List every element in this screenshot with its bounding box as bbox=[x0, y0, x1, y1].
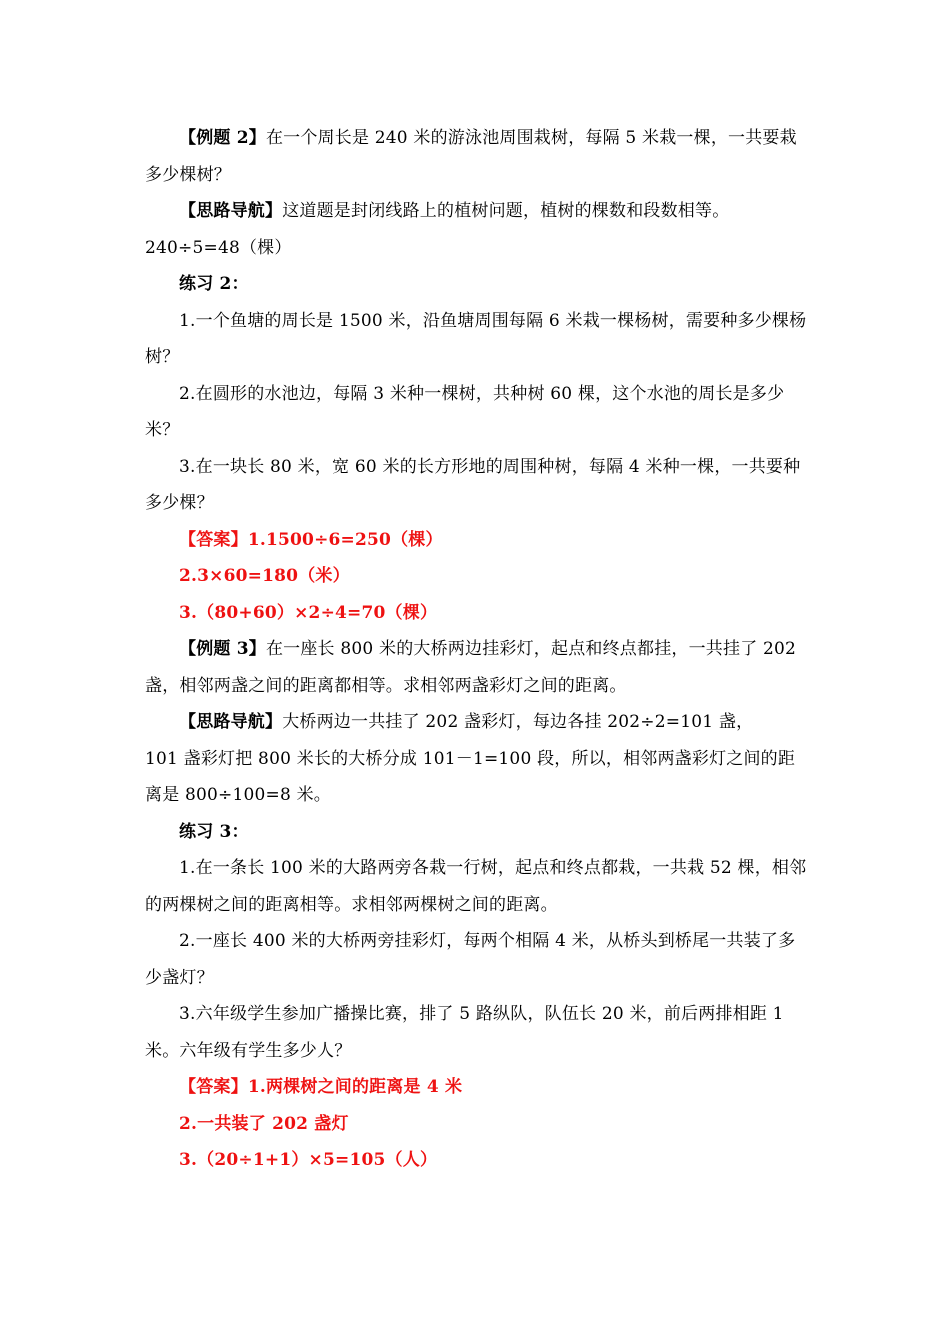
example-2-label: 【例题 2】 bbox=[179, 128, 266, 148]
example-3 bbox=[145, 631, 810, 704]
answer-3-item-3: 3.（20÷1+1）×5=105（人） bbox=[179, 1150, 438, 1170]
hint-2-label: 【思路导航】 bbox=[179, 201, 283, 221]
answer-3-item-2: 2.一共装了 202 盏灯 bbox=[179, 1113, 349, 1134]
answer-2-label: 【答案】 bbox=[179, 529, 248, 550]
hint-3-label: 【思路导航】 bbox=[179, 712, 283, 732]
practice-2-question-3: 3.在一块长 80 米，宽 60 米的长方形地的周围种树，每隔 4 米种一棵，一共要种多少棵？ bbox=[145, 456, 801, 513]
answer-3-item-1: 1.两棵树之间的距离是 4 米 bbox=[247, 1077, 463, 1097]
practice-3-question-1: 1.在一条长 100 米的大路两旁各栽一行树，起点和终点都栽，一共栽 52 棵，相邻的两棵树之间的距离相等。求相邻两棵树之间的距离。 bbox=[145, 858, 807, 915]
hint-3-text: 大桥两边一共挂了 202 盏彩灯，每边各挂 202÷2=101 盏， bbox=[282, 712, 754, 732]
practice-2-question-2: 2.在圆形的水池边，每隔 3 米种一棵树，共种树 60 棵，这个水池的周长是多少米？ bbox=[145, 383, 785, 440]
example-3-label: 【例题 3】 bbox=[179, 639, 266, 659]
hint-2-formula: 240÷5=48（棵） bbox=[145, 237, 292, 258]
hint-2 bbox=[145, 193, 810, 230]
answer-2-item-3: 3.（80+60）×2÷4=70（棵） bbox=[179, 602, 438, 623]
hint-3 bbox=[145, 704, 810, 741]
practice-2-title: 练习 2： bbox=[179, 274, 249, 294]
practice-3-question-3: 3.六年级学生参加广播操比赛，排了 5 路纵队，队伍长 20 米，前后两排相距 1 米。六年级有学生多少人？ bbox=[145, 1004, 784, 1061]
document-body bbox=[145, 120, 810, 1179]
example-3-text: 在一座长 800 米的大桥两边挂彩灯，起点和终点都挂，一共挂了 202 盏，相邻两盏之间的距离都相等。求相邻两盏彩灯之间的距离。 bbox=[145, 639, 797, 696]
practice-3-title: 练习 3： bbox=[179, 821, 249, 842]
answer-2-item-1: 1.1500÷6=250（棵） bbox=[247, 529, 443, 550]
example-2-text: 在一个周长是 240 米的游泳池周围栽树，每隔 5 米栽一棵，一共要栽多少棵树？ bbox=[145, 128, 797, 185]
answer-2-line-1 bbox=[145, 522, 810, 559]
answer-3-line-1 bbox=[145, 1069, 810, 1106]
answer-2-item-2: 2.3×60=180（米） bbox=[179, 566, 350, 586]
example-2 bbox=[145, 120, 810, 193]
practice-3-question-2: 2.一座长 400 米的大桥两旁挂彩灯，每两个相隔 4 米，从桥头到桥尾一共装了多少盏灯？ bbox=[145, 931, 796, 988]
hint-2-text: 这道题是封闭线路上的植树问题，植树的棵数和段数相等。 bbox=[282, 201, 730, 221]
practice-2-question-1: 1.一个鱼塘的周长是 1500 米，沿鱼塘周围每隔 6 米栽一棵杨树，需要种多少棵杨树？ bbox=[145, 310, 807, 367]
hint-3-text-continued: 101 盏彩灯把 800 米长的大桥分成 101－1=100 段，所以，相邻两盏彩灯之间的距离是 800÷100=8 米。 bbox=[145, 748, 796, 805]
answer-3-label: 【答案】 bbox=[179, 1077, 248, 1097]
